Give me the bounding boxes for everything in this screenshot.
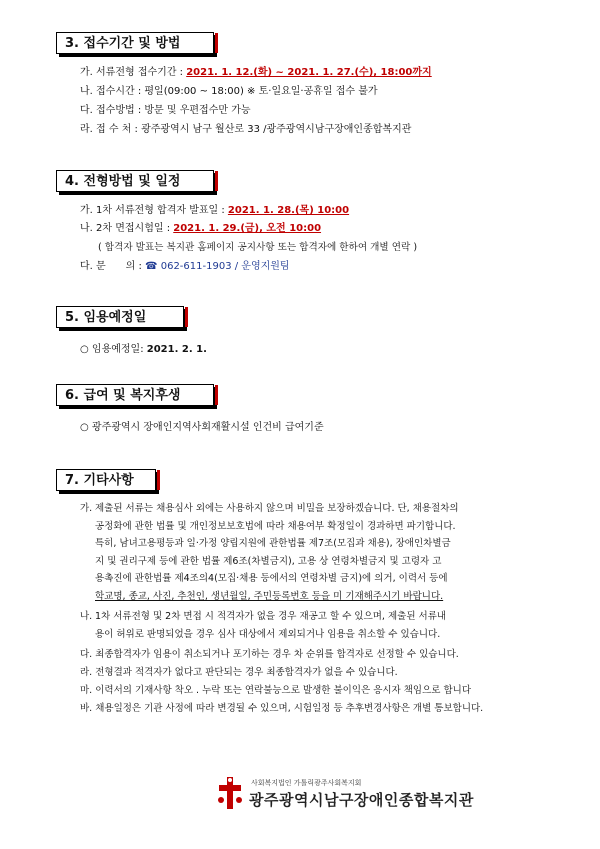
s7-item-da: 다. 최종합격자가 임용이 취소되거나 포기하는 경우 차 순위를 합격자로 선정할 수 있습니다. bbox=[80, 649, 459, 660]
heading-accent-bar bbox=[215, 171, 218, 191]
s4-announce-date: 2021. 1. 28.(목) 10:00 bbox=[227, 205, 350, 216]
s7-item-ga bbox=[80, 500, 550, 606]
heading-accent-bar bbox=[185, 307, 188, 327]
s7-na-line: 용이 허위로 판명되었을 경우 심사 대상에서 제외되거나 임용을 취소할 수 있습니다. bbox=[95, 628, 441, 640]
section-7-title: 7. 기타사항 bbox=[65, 473, 134, 488]
s4-interview-date: 2021. 1. 29.(금), 오전 10:00 bbox=[173, 223, 322, 234]
section-6-heading bbox=[56, 384, 214, 406]
s7-item-ba: 바. 채용일정은 기관 사정에 따라 변경될 수 있으며, 시험일정 등 추후변경사항은 개별 통보합니다. bbox=[80, 703, 484, 714]
s4-contact-value: ☎ 062-611-1903 / 운영지원팀 bbox=[145, 261, 290, 272]
cross-logo-icon bbox=[215, 776, 245, 810]
s3-item-a: 가. 서류전형 접수기간 : 2021. 1. 12.(화) ~ 2021. 1. 27.(수), 18:00까지 bbox=[80, 67, 432, 78]
s7-ga-line: 제출된 서류는 채용심사 외에는 사용하지 않으며 비밀을 보장하겠습니다. 단, 채용절차의 bbox=[95, 503, 459, 514]
s7-item-ra: 라. 전형결과 적격자가 없다고 판단되는 경우 최종합격자가 없을 수 있습니다. bbox=[80, 667, 398, 678]
s4-item-b: 나. 2차 면접시험일 : 2021. 1. 29.(금), 오전 10:00 bbox=[80, 223, 322, 234]
s3-item-d: 라. 접 수 처 : 광주광역시 남구 월산로 33 /광주광역시남구장애인종합복지관 bbox=[80, 124, 412, 135]
section-5-heading bbox=[56, 306, 184, 328]
s7-ga-underlined: 학교명, 종교, 사진, 추천인, 생년월일, 주민등록번호 등을 미 기재해주시기 바랍니다. bbox=[95, 590, 444, 602]
section-4-heading bbox=[56, 170, 214, 192]
s4-item-c: 다. 문 의 : ☎ 062-611-1903 / 운영지원팀 bbox=[80, 261, 290, 272]
s7-ga-label: 가. bbox=[80, 503, 93, 514]
section-3-title: 3. 접수기간 및 방법 bbox=[65, 36, 181, 51]
logo-name: 광주광역시남구장애인종합복지관 bbox=[249, 791, 474, 809]
section-7-heading bbox=[56, 469, 156, 491]
section-6-title: 6. 급여 및 복지후생 bbox=[65, 388, 181, 403]
s7-ga-line: 공정화에 관한 법률 및 개인정보보호법에 따라 채용여부 확정일이 경과하면 파기합니다. bbox=[95, 520, 456, 532]
s7-ga-line: 용촉진에 관한법률 제4조의4(모집·채용 등에서의 연령차별 금지)에 의거, 이력서 등에 bbox=[95, 573, 448, 585]
s6-item-a: ○ 광주광역시 장애인지역사회재활시설 인건비 급여기준 bbox=[80, 422, 324, 433]
s5-item-a: ○ 임용예정일: 2021. 2. 1. bbox=[80, 344, 207, 355]
s7-ga-line: 지 및 권리구제 등에 관한 법률 제6조(차별금지), 고용 상 연령차별금지 및 고령자 고 bbox=[95, 555, 442, 567]
heading-accent-bar bbox=[157, 470, 160, 490]
s3-item-b: 나. 접수시간 : 평일(09:00 ~ 18:00) ※ 토·일요일·공휴일 접수 불가 bbox=[80, 86, 378, 97]
s5-start-date: 2021. 2. 1. bbox=[146, 344, 207, 355]
institution-logo bbox=[215, 776, 474, 816]
s3-period-value: 2021. 1. 12.(화) ~ 2021. 1. 27.(수), 18:00까지 bbox=[186, 67, 432, 78]
s4-item-a: 가. 1차 서류전형 합격자 발표일 : 2021. 1. 28.(목) 10:00 bbox=[80, 205, 350, 216]
logo-subtitle: 사회복지법인 가톨릭광주사회복지회 bbox=[251, 779, 362, 787]
s4-note: ( 합격자 발표는 복지관 홈페이지 공지사항 또는 합격자에 한하여 개별 연락 ) bbox=[98, 242, 418, 253]
s3-item-c: 다. 접수방법 : 방문 및 우편접수만 가능 bbox=[80, 105, 251, 116]
s7-na-line: 1차 서류전형 및 2차 면접 시 적격자가 없을 경우 재공고 할 수 있으며, 제출된 서류내 bbox=[95, 611, 447, 622]
heading-accent-bar bbox=[215, 385, 218, 405]
section-5-title: 5. 임용예정일 bbox=[65, 310, 147, 325]
heading-accent-bar bbox=[215, 33, 218, 53]
s7-ga-line: 특히, 남녀고용평등과 일·가정 양립지원에 관한법률 제7조(모집과 채용), 장애인차별금 bbox=[95, 538, 451, 550]
s7-item-ma: 마. 이력서의 기재사항 착오 . 누락 또는 연락불능으로 발생한 불이익은 응시자 책임으로 합니다 bbox=[80, 685, 472, 696]
section-3-heading bbox=[56, 32, 214, 54]
s7-na-label: 나. bbox=[80, 611, 93, 622]
section-4-title: 4. 전형방법 및 일정 bbox=[65, 174, 181, 189]
s7-item-na bbox=[80, 608, 550, 643]
